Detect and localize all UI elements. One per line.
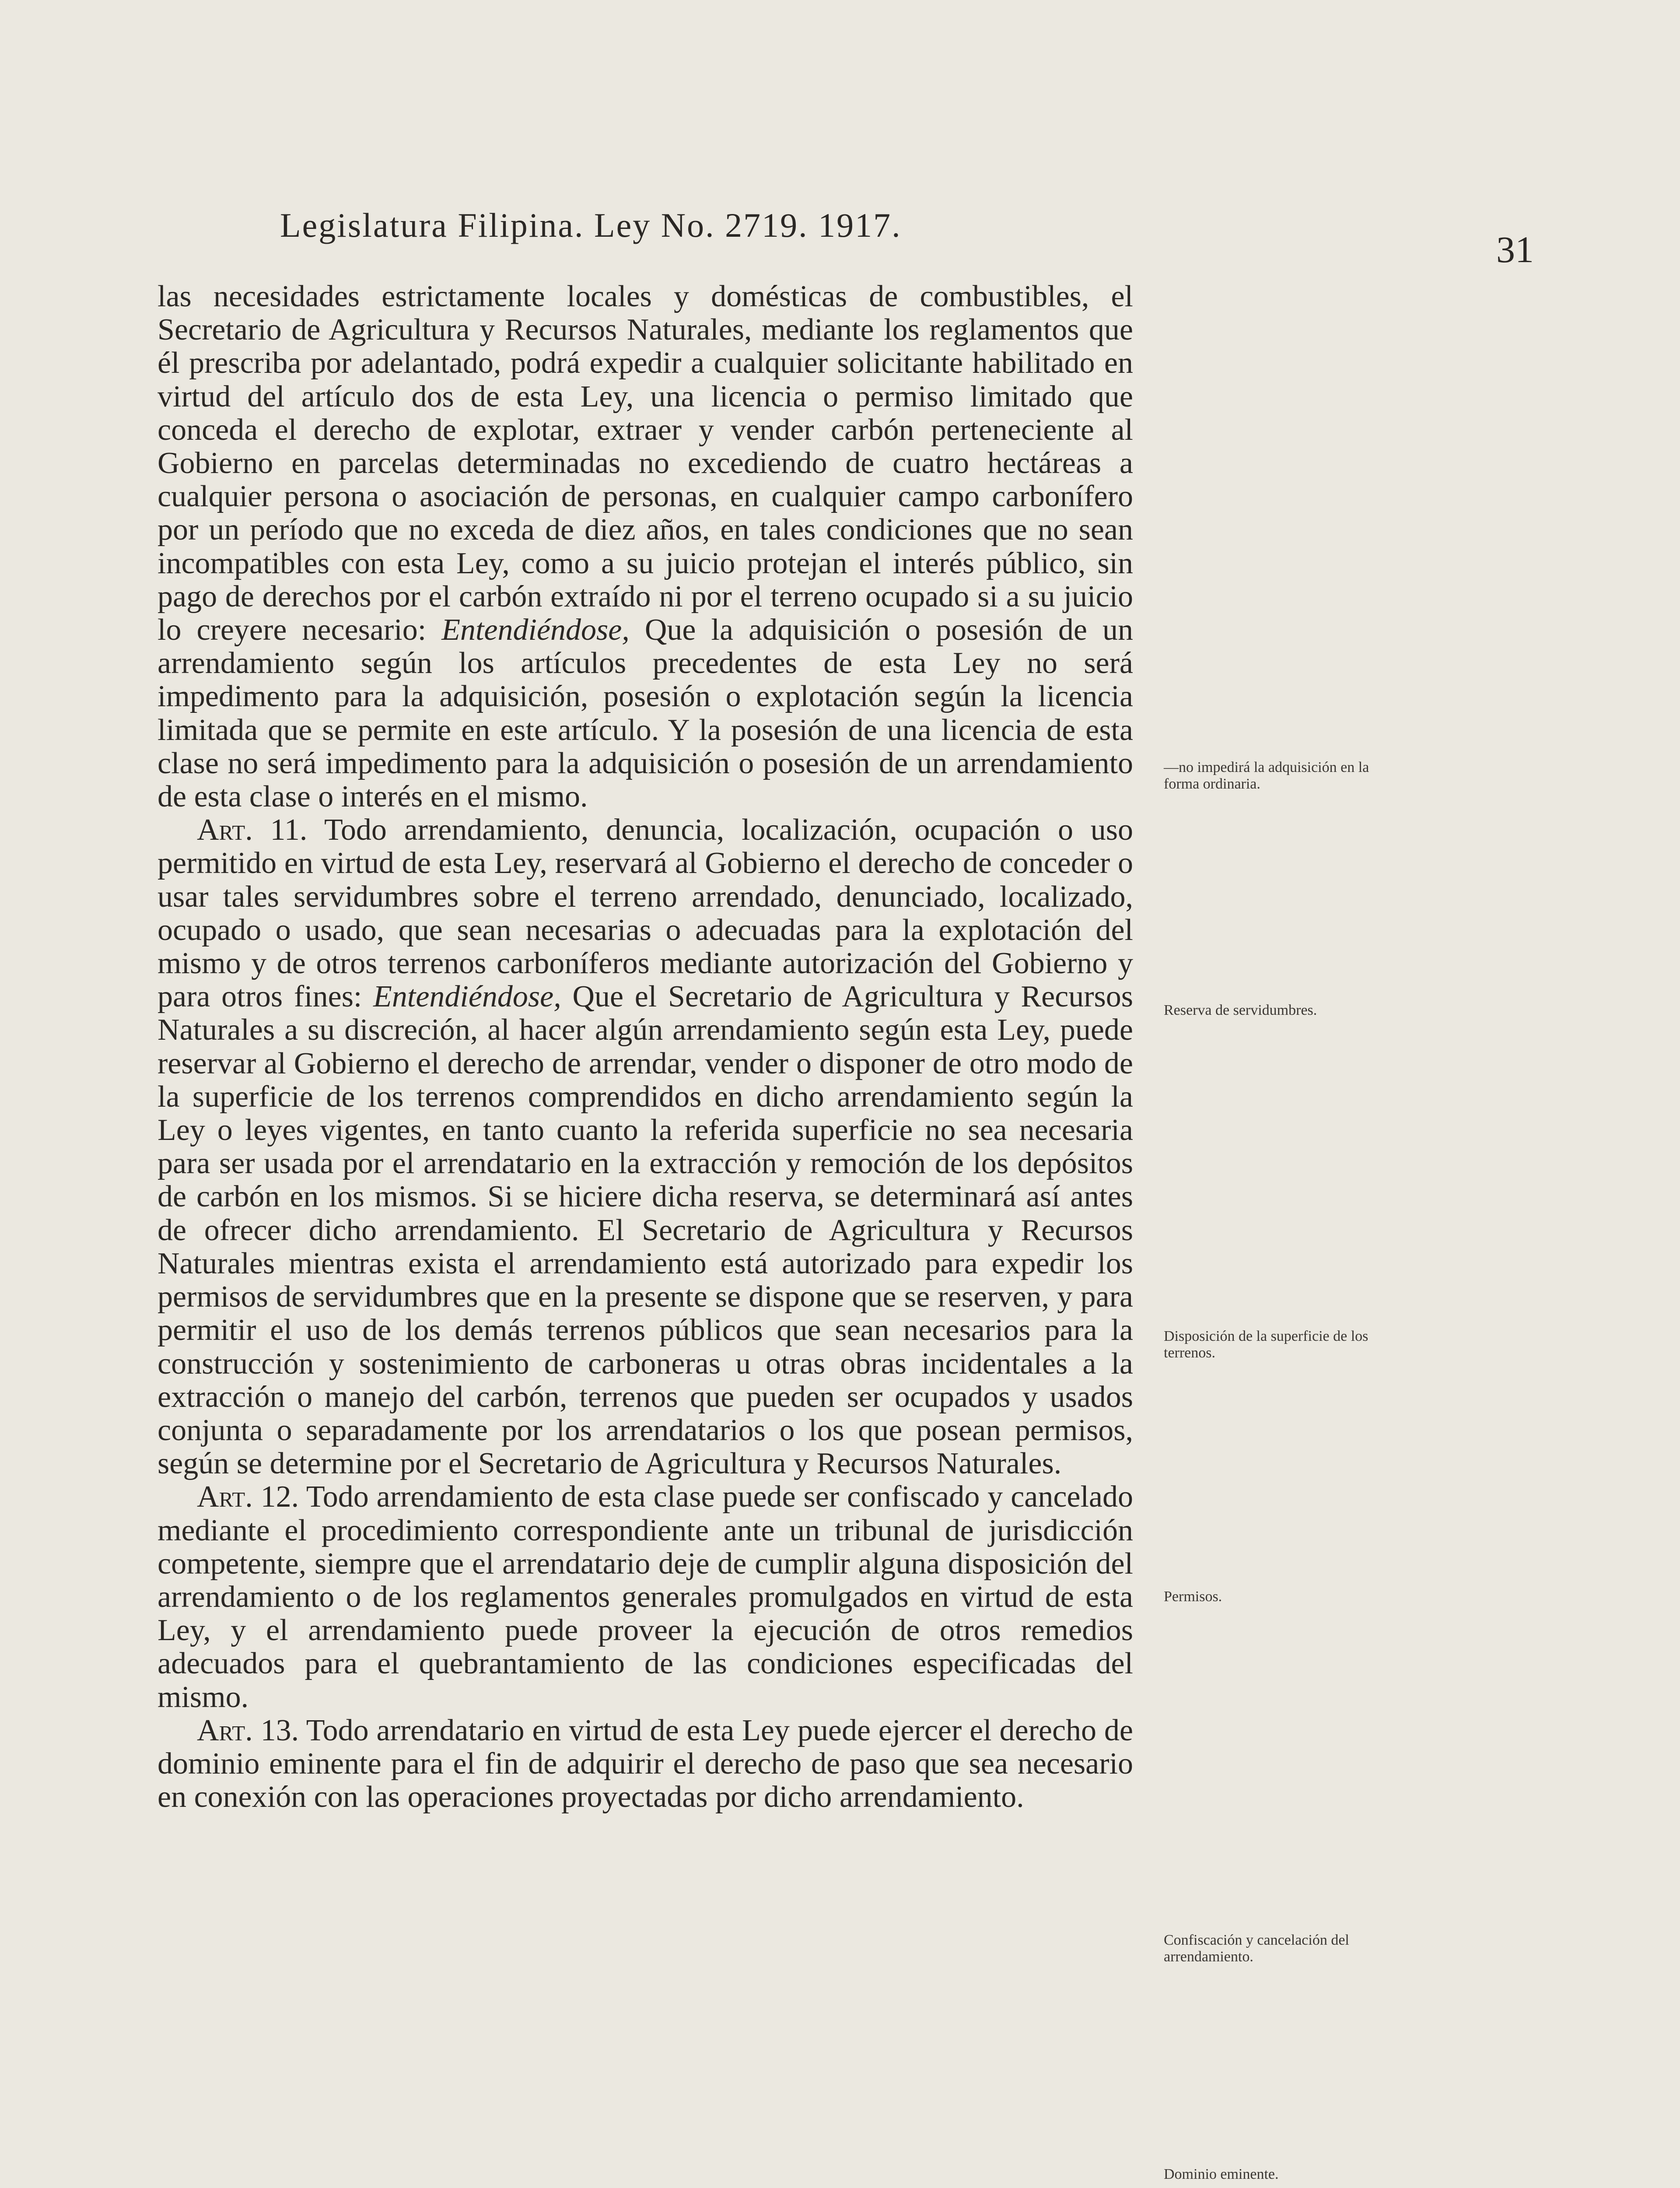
article-label: Art. 12. bbox=[197, 1480, 299, 1514]
page-number: 31 bbox=[1496, 228, 1534, 270]
text-span: Todo arrendamiento, denuncia, localización, ocupación o uso permitido en virtud de esta Ley, reservará al Gobierno el derecho de conceder o usar tales servidumbres sobre el terreno arrendado, denunciado, localizado, ocupado o usado, que sean necesarias o adecuadas para la explotación del mismo y de otros terrenos carboníferos mediante autorización del Gobierno y para otros fines: bbox=[158, 813, 1133, 1014]
article-label: Art. 11. bbox=[197, 813, 308, 847]
text-span: Que el Secretario de Agricultura y Recursos Naturales a su discreción, al hacer algún arrendamiento según esta Ley, puede reservar al Gobierno el derecho de arrendar, vender o disponer de otro modo de la superficie de los terrenos comprendidos en dicho arrendamiento según la Ley o leyes vigentes, en tanto cuanto la referida superficie no sea necesaria para ser usada por el arrendatario en la extracción y remoción de los depósitos de carbón en los mismos. Si se hiciere dicha reserva, se determinará así antes de ofrecer dicho arrendamiento. El Secretario de Agricultura y Recursos Naturales mientras exista el arrendamiento está autorizado para expedir los permisos de servidumbres que en la presente se dispone que se reserven, y para permitir el uso de los demás terrenos públicos que sean necesarios para la construcción y sostenimiento de carboneras u otras obras incidentales a la extracción o manejo del carbón, terrenos que pueden ser ocupados y usados conjunta o separadamente por los arrendatarios o los que posean permisos, según se determine por el Secretario de Agricultura y Recursos Naturales. bbox=[158, 980, 1134, 1481]
margin-note-dominio-eminente: Dominio eminente. bbox=[1164, 2166, 1279, 2182]
paragraph-art12 bbox=[158, 1480, 1133, 1714]
running-header: Legislatura Filipina. Ley No. 2719. 1917. bbox=[280, 206, 902, 244]
paragraph-art11 bbox=[158, 813, 1133, 1480]
margin-note-confiscacion: Confiscación y cancelación del arrendamiento. bbox=[1164, 1932, 1349, 1965]
paragraph-art10-continuation bbox=[158, 280, 1133, 813]
margin-note-permisos: Permisos. bbox=[1164, 1588, 1222, 1605]
text-span: Que la adquisición o posesión de un arrendamiento según los artículos precedentes de esta Ley no será impedimento para la adquisición, posesión o explotación según la licencia limitada que se permite en este artículo. Y la posesión de una licencia de esta clase no será impedimento para la adquisición o posesión de un arrendamiento de esta clase o interés en el mismo. bbox=[158, 613, 1134, 814]
margin-note-adquisicion: —no impedirá la adquisición en la forma ordinaria. bbox=[1164, 759, 1369, 792]
emphasis-entendiendose: Entendiéndose, bbox=[373, 980, 561, 1014]
paragraph-art13 bbox=[158, 1714, 1133, 1814]
body-text bbox=[158, 280, 1133, 1814]
text-span: Todo arrendatario en virtud de esta Ley puede ejercer el derecho de dominio eminente para el fin de adquirir el derecho de paso que sea necesario en conexión con las operaciones proyectadas por dicho arrendamiento. bbox=[158, 1713, 1133, 1814]
margin-note-superficie: Disposición de la superficie de los terrenos. bbox=[1164, 1328, 1368, 1361]
emphasis-entendiendose: Entendiéndose, bbox=[441, 613, 630, 647]
margin-note-servidumbres: Reserva de servidumbres. bbox=[1164, 1002, 1317, 1018]
text-span: las necesidades estrictamente locales y domésticas de combustibles, el Secretario de Agricultura y Recursos Naturales, mediante los reglamentos que él prescriba por adelantado, podrá expedir a cualquier solicitante habilitado en virtud del artículo dos de esta Ley, una licencia o permiso limitado que conceda el derecho de explotar, extraer y vender carbón perteneciente al Gobierno en parcelas determinadas no excediendo de cuatro hectáreas a cualquier persona o asociación de personas, en cualquier campo carbonífero por un período que no exceda de diez años, en tales condiciones que no sean incompatibles con esta Ley, como a su juicio protejan el interés público, sin pago de derechos por el carbón extraído ni por el terreno ocupado si a su juicio lo creyere necesario: bbox=[158, 280, 1133, 647]
article-label: Art. 13. bbox=[197, 1713, 299, 1747]
text-span: Todo arrendamiento de esta clase puede ser confiscado y cancelado mediante el procedimiento correspondiente ante un tribunal de jurisdicción competente, siempre que el arrendatario deje de cumplir alguna disposición del arrendamiento o de los reglamentos generales promulgados en virtud de esta Ley, y el arrendamiento puede proveer la ejecución de otros remedios adecuados para el quebrantamiento de las condiciones especificadas del mismo. bbox=[158, 1480, 1133, 1714]
